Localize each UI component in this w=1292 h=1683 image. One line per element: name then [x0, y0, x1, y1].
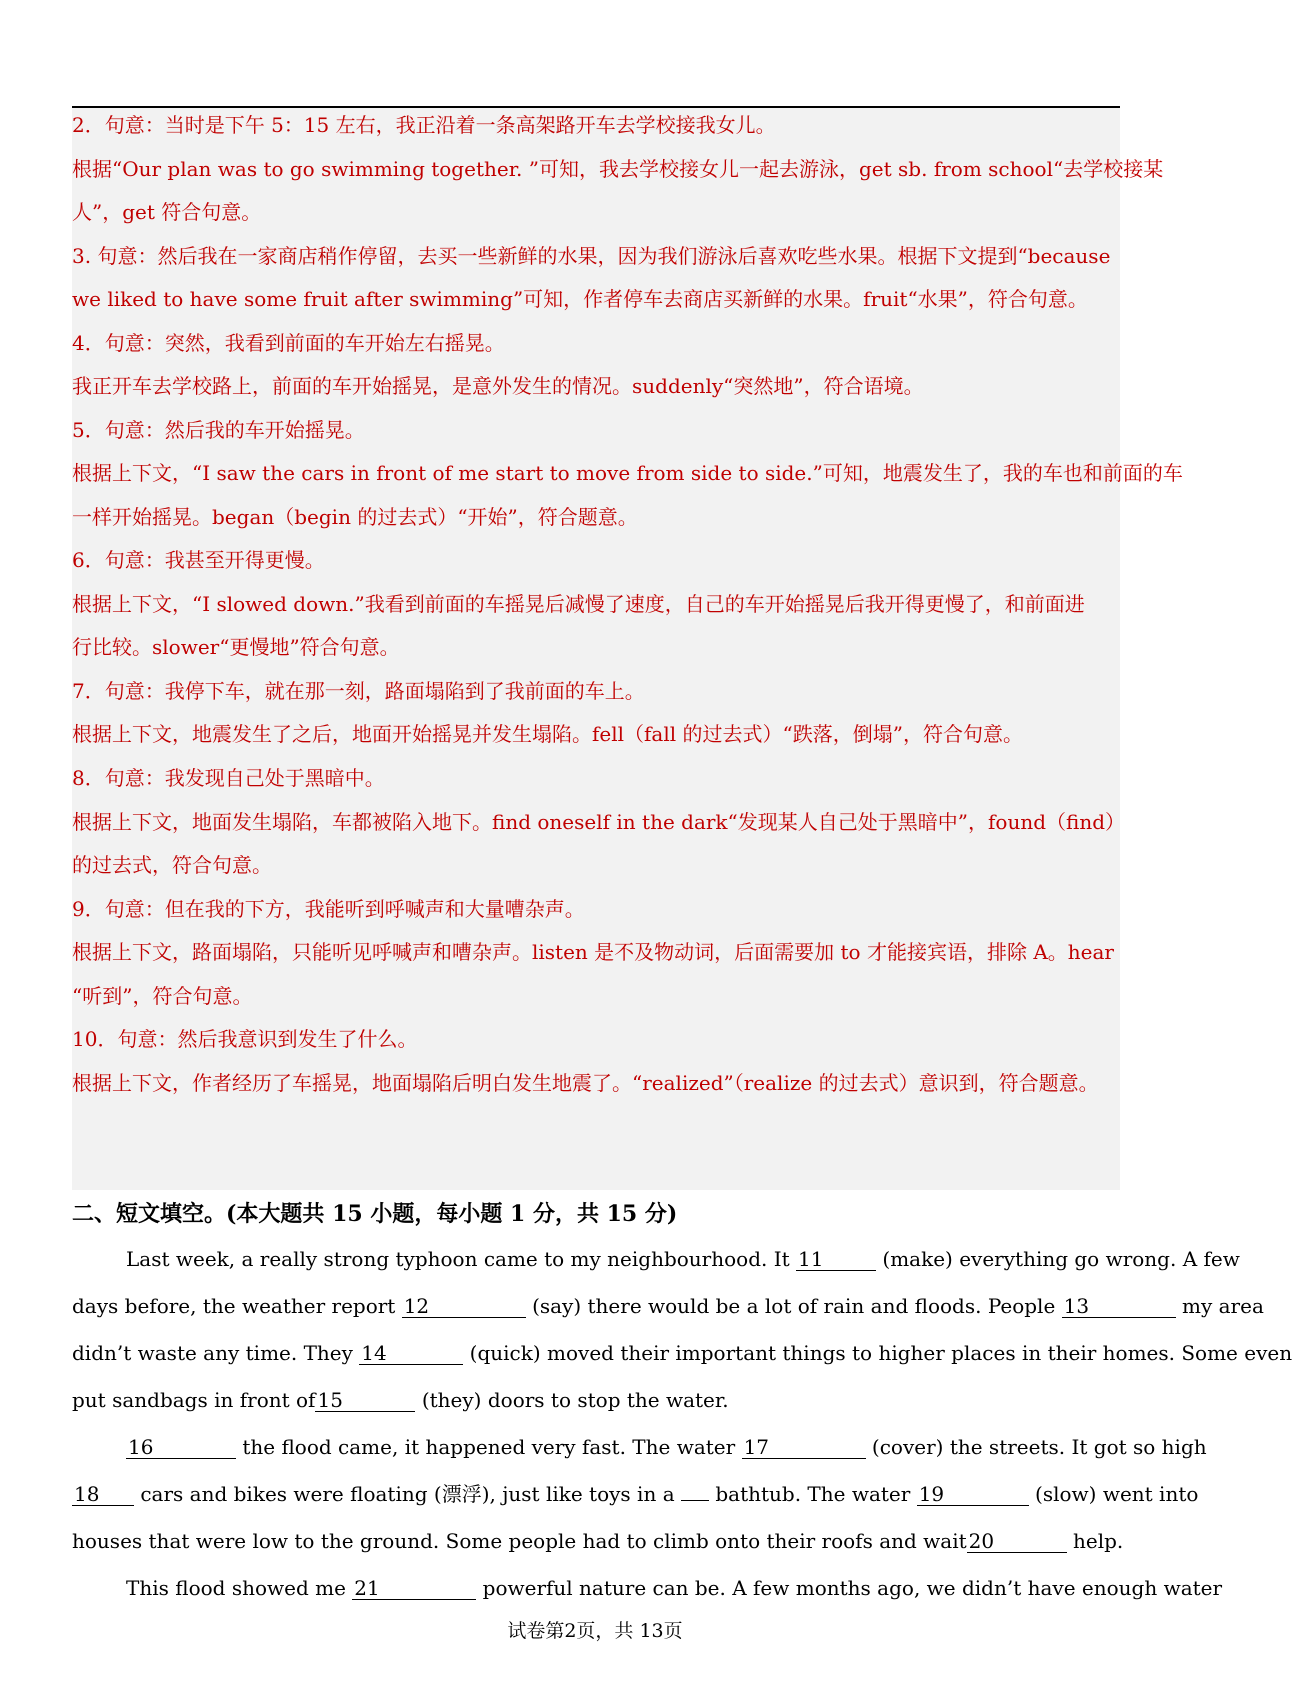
answer-line: 根据上下文，“I slowed down.”我看到前面的车摇晃后减慢了速度，自己的车开始摇晃后我开得更慢了，和前面进 — [72, 592, 1085, 616]
answer-line: 根据上下文，“I saw the cars in front of me start to move from side to side.”可知，地震发生了，我的车也和前面的车 — [72, 461, 1183, 485]
answer-line: 4．句意：突然，我看到前面的车开始左右摇晃。 — [72, 331, 505, 355]
answer-line: 6．句意：我甚至开得更慢。 — [72, 548, 325, 572]
passage-line: This flood showed me 21 powerful nature can be. A few months ago, we didn’t have enough water — [126, 1576, 1223, 1600]
page-footer: 试卷第2页，共 13页 — [507, 1620, 683, 1642]
answer-line: we liked to have some fruit after swimming”可知，作者停车去商店买新鲜的水果。fruit“水果”，符合句意。 — [72, 287, 1088, 311]
blank-18[interactable]: 18 — [72, 1483, 134, 1506]
answer-line: 根据上下文，地震发生了之后，地面开始摇晃并发生塌陷。fell（fall 的过去式）“跌落，倒塌”，符合句意。 — [72, 722, 1023, 746]
passage-line: houses that were low to the ground. Some people had to climb onto their roofs and wait 20 help. — [72, 1529, 1124, 1553]
blank-19[interactable]: 19 — [917, 1483, 1029, 1506]
answer-line: 2．句意：当时是下午 5：15 左右，我正沿着一条高架路开车去学校接我女儿。 — [72, 113, 776, 137]
passage-line: Last week, a really strong typhoon came to my neighbourhood. It 11 (make) everything go wrong. A few — [126, 1247, 1240, 1271]
blank-16[interactable]: 16 — [126, 1436, 236, 1459]
answer-line: 3. 句意：然后我在一家商店稍作停留，去买一些新鲜的水果，因为我们游泳后喜欢吃些水果。根据下文提到“because — [72, 244, 1111, 268]
answer-line: 根据“Our plan was to go swimming together. ”可知，我去学校接女儿一起去游泳，get sb. from school“去学校接某 — [72, 157, 1164, 181]
answer-line: 9．句意：但在我的下方，我能听到呼喊声和大量嘈杂声。 — [72, 897, 585, 921]
answer-line: 的过去式，符合句意。 — [72, 853, 272, 877]
blank-20[interactable]: 20 — [967, 1530, 1067, 1553]
answer-line: 根据上下文，路面塌陷，只能听见呼喊声和嘈杂声。listen 是不及物动词，后面需要加 to 才能接宾语，排除 A。hear — [72, 940, 1114, 964]
answer-line: 一样开始摇晃。began（begin 的过去式）“开始”，符合题意。 — [72, 505, 638, 529]
passage-line: put sandbags in front of 15 (they) doors to stop the water. — [72, 1388, 729, 1412]
passage-line: 18 cars and bikes were floating (漂浮), just like toys in a bathtub. The water 19 (slow) went into — [74, 1482, 1199, 1506]
blank-12[interactable]: 12 — [402, 1295, 526, 1318]
blank-17[interactable]: 17 — [742, 1436, 866, 1459]
section-title: 二、短文填空。(本大题共 15 小题，每小题 1 分，共 15 分) — [72, 1201, 678, 1227]
passage-line: days before, the weather report 12 (say) there would be a lot of rain and floods. People 13 my area — [72, 1294, 1264, 1318]
answer-line: 5．句意：然后我的车开始摇晃。 — [72, 418, 365, 442]
blank-13[interactable]: 13 — [1062, 1295, 1176, 1318]
answer-line: 我正开车去学校路上，前面的车开始摇晃，是意外发生的情况。suddenly“突然地”，符合语境。 — [72, 374, 924, 398]
blank-15[interactable]: 15 — [315, 1389, 415, 1412]
passage-line: 16 the flood came, it happened very fast. The water 17 (cover) the streets. It got so high — [128, 1435, 1207, 1459]
blank-unnumbered[interactable] — [681, 1500, 709, 1501]
answer-line: 8．句意：我发现自己处于黑暗中。 — [72, 766, 385, 790]
answer-line: 7．句意：我停下车，就在那一刻，路面塌陷到了我前面的车上。 — [72, 679, 645, 703]
answer-line: 根据上下文，作者经历了车摇晃，地面塌陷后明白发生地震了。“realized”（realize 的过去式）意识到，符合题意。 — [72, 1071, 1099, 1095]
blank-11[interactable]: 11 — [796, 1248, 876, 1271]
answer-line: 10．句意：然后我意识到发生了什么。 — [72, 1027, 418, 1051]
blank-14[interactable]: 14 — [359, 1342, 463, 1365]
answer-line: 人”，get 符合句意。 — [72, 200, 262, 224]
passage-line: didn’t waste any time. They 14 (quick) moved their important things to higher places in their homes. Some even — [72, 1341, 1292, 1365]
blank-21[interactable]: 21 — [352, 1577, 476, 1600]
answer-line: 根据上下文，地面发生塌陷，车都被陷入地下。find oneself in the dark“发现某人自己处于黑暗中”，found（find） — [72, 810, 1126, 834]
answer-line: “听到”，符合句意。 — [72, 984, 253, 1008]
answer-line: 行比较。slower“更慢地”符合句意。 — [72, 635, 400, 659]
